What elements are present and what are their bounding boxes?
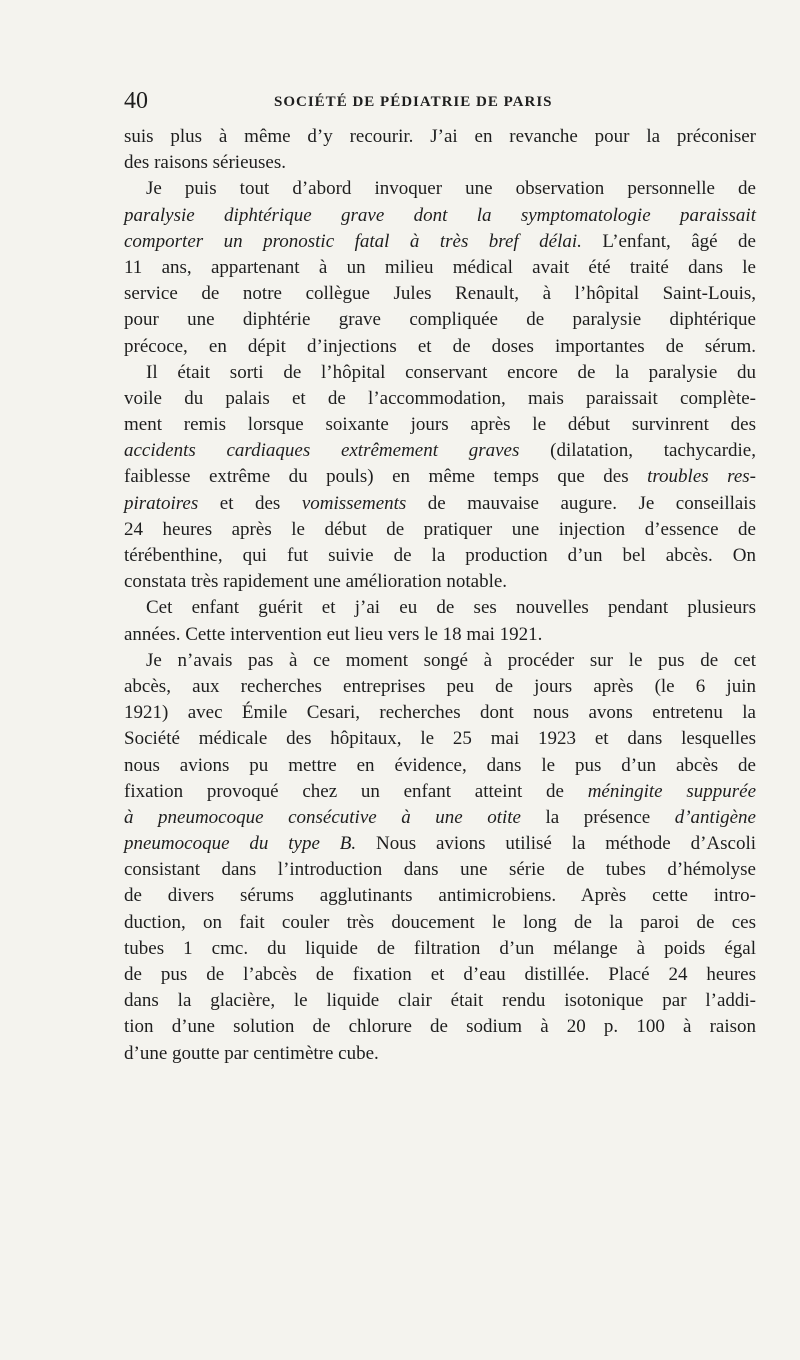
text-line — [124, 255, 756, 281]
text-line — [124, 203, 756, 229]
text-line — [124, 805, 756, 831]
text-line — [124, 438, 756, 464]
page-header — [124, 88, 756, 118]
italic-text: vomissements — [301, 492, 407, 514]
text-span: Il était sorti de l’hôpital conservant encore de la paralysie du — [146, 361, 756, 383]
text-span: 1921) avec Émile Cesari, recherches dont nous avons entretenu la — [124, 702, 756, 724]
running-title: SOCIÉTÉ DE PÉDIATRIE DE PARIS — [274, 94, 553, 110]
italic-text: paralysie diphtérique grave dont la symptomatologie paraissait — [124, 204, 756, 226]
text-span: tubes 1 cmc. du liquide de filtration d’un mélange à poids égal — [124, 937, 756, 959]
text-span: nous avions pu mettre en évidence, dans le pus d’un abcès de — [124, 754, 756, 776]
text-line — [124, 334, 756, 360]
text-line — [124, 1041, 756, 1067]
text-line — [124, 412, 756, 438]
text-span: années. Cette intervention eut lieu vers le 18 mai 1921. — [124, 623, 543, 645]
text-line — [124, 386, 756, 412]
text-line — [124, 124, 756, 150]
text-line — [124, 569, 756, 595]
text-line — [124, 988, 756, 1014]
text-span: de divers sérums agglutinants antimicrobiens. Après cette intro- — [124, 885, 756, 907]
text-line — [124, 229, 756, 255]
text-span: Je n’avais pas à ce moment songé à procéder sur le pus de cet — [146, 649, 756, 671]
text-line — [124, 517, 756, 543]
text-line — [124, 491, 756, 517]
text-line — [124, 831, 756, 857]
text-line — [124, 726, 756, 752]
page-number: 40 — [124, 88, 148, 114]
text-span: (dilatation, tachycardie, — [519, 440, 756, 462]
italic-text: pneumocoque du type B. — [124, 833, 357, 855]
text-line — [124, 150, 756, 176]
italic-text: méningite suppurée — [587, 780, 756, 802]
text-line — [124, 176, 756, 202]
text-span: service de notre collègue Jules Renault, à l’hôpital Saint-Louis, — [124, 283, 756, 305]
text-span: Société médicale des hôpitaux, le 25 mai 1923 et dans lesquelles — [124, 728, 756, 750]
text-line — [124, 883, 756, 909]
text-span: L’enfant, âgé de — [581, 230, 756, 252]
text-line — [124, 281, 756, 307]
text-span: Je puis tout d’abord invoquer une observation personnelle de — [146, 178, 756, 200]
text-span: d’une goutte par centimètre cube. — [124, 1042, 379, 1064]
text-span: 11 ans, appartenant à un milieu médical avait été traité dans le — [124, 256, 756, 278]
text-line — [124, 962, 756, 988]
body-text — [124, 124, 756, 1067]
text-line — [124, 595, 756, 621]
italic-text: accidents cardiaques extrêmement graves — [124, 440, 520, 462]
text-span: 24 heures après le début de pratiquer une injection d’essence de — [124, 518, 756, 540]
text-line — [124, 753, 756, 779]
text-span: tion d’une solution de chlorure de sodium à 20 p. 100 à raison — [124, 1016, 756, 1038]
text-span: Nous avions utilisé la méthode d’Ascoli — [356, 833, 756, 855]
text-span: de mauvaise augure. Je conseillais — [406, 492, 756, 514]
text-span: Cet enfant guérit et j’ai eu de ses nouvelles pendant plusieurs — [146, 597, 756, 619]
text-line — [124, 648, 756, 674]
text-span: la présence — [520, 806, 675, 828]
text-line — [124, 779, 756, 805]
text-span: consistant dans l’introduction dans une série de tubes d’hémolyse — [124, 859, 756, 881]
text-span: de pus de l’abcès de fixation et d’eau distillée. Placé 24 heures — [124, 964, 756, 985]
text-span: pour une diphtérie grave compliquée de paralysie diphtérique — [124, 309, 756, 331]
text-line — [124, 464, 756, 490]
text-line — [124, 543, 756, 569]
italic-text: à pneumocoque consécutive à une otite — [124, 806, 521, 828]
text-span: faiblesse extrême du pouls) en même temps que des — [124, 466, 648, 488]
italic-text: piratoires — [124, 492, 199, 514]
text-span: dans la glacière, le liquide clair était rendu isotonique par l’addi- — [124, 990, 756, 1012]
text-line — [124, 622, 756, 648]
text-span: duction, on fait couler très doucement le long de la paroi de ces — [124, 911, 756, 933]
text-span: abcès, aux recherches entreprises peu de jours après (le 6 juin — [124, 675, 756, 697]
text-line — [124, 936, 756, 962]
text-line — [124, 1014, 756, 1040]
text-line — [124, 360, 756, 386]
text-span: des raisons sérieuses. — [124, 152, 286, 174]
italic-text: troubles res- — [647, 466, 756, 488]
italic-text: d’antigène — [674, 806, 756, 828]
text-line — [124, 674, 756, 700]
text-span: fixation provoqué chez un enfant atteint de — [124, 780, 588, 802]
text-span: précoce, en dépit d’injections et de doses importantes de sérum. — [124, 335, 756, 357]
text-line — [124, 910, 756, 936]
text-span: térébenthine, qui fut suivie de la production d’un bel abcès. On — [124, 545, 756, 566]
text-span: suis plus à même d’y recourir. J’ai en revanche pour la préconiser — [124, 126, 756, 147]
italic-text: comporter un pronostic fatal à très bref délai. — [124, 230, 582, 252]
text-line — [124, 857, 756, 883]
text-span: et des — [198, 492, 302, 514]
text-span: voile du palais et de l’accommodation, mais paraissait complète- — [124, 387, 756, 409]
text-span: ment remis lorsque soixante jours après le début survinrent des — [124, 414, 756, 436]
text-line — [124, 700, 756, 726]
text-line — [124, 307, 756, 333]
text-span: constata très rapidement une amélioration notable. — [124, 571, 508, 593]
